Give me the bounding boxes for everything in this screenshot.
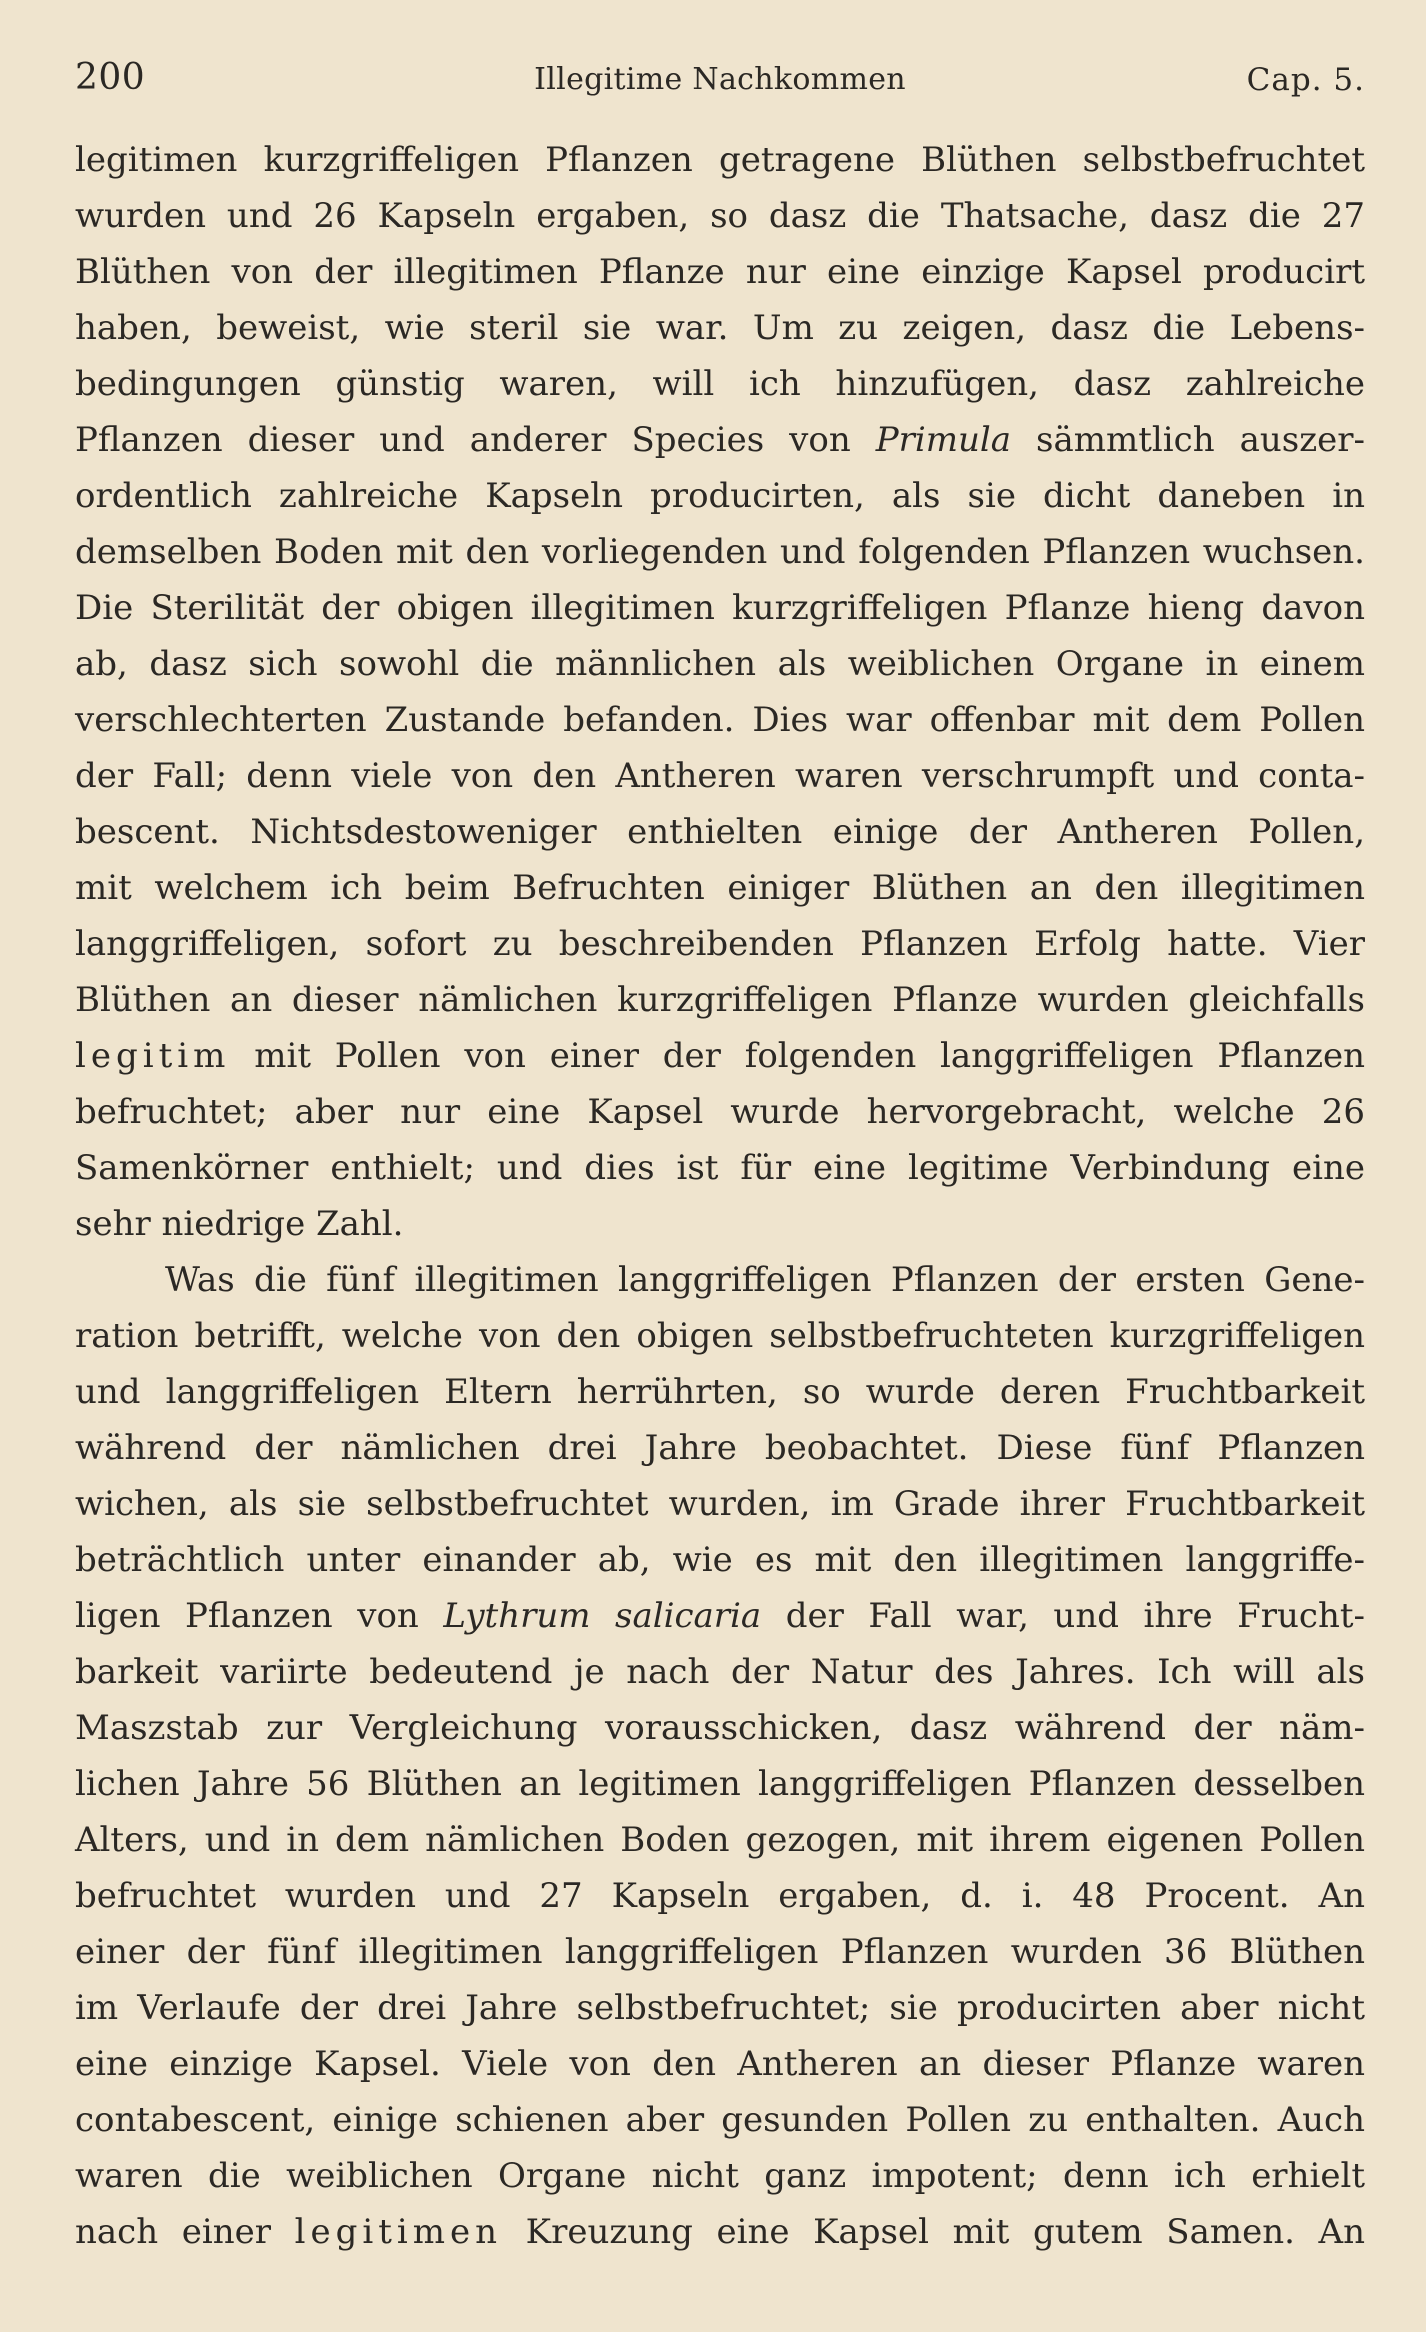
- page-number: 200: [75, 57, 146, 98]
- text-line: Blüthen an dieser nämlichen kurzgriffeligen Pflanze wurden gleichfalls: [75, 980, 1365, 1020]
- text-line: wurden und 26 Kapseln ergaben, so dasz die Thatsache, dasz die 27: [75, 196, 1365, 236]
- text-line: barkeit variirte bedeutend je nach der Natur des Jahres. Ich will als: [75, 1652, 1365, 1692]
- text-line: der Fall; denn viele von den Antheren waren verschrumpft und conta-: [75, 756, 1365, 796]
- body-text: [75, 132, 1365, 2260]
- text-line: Die Sterilität der obigen illegitimen kurzgriffeligen Pflanze hieng davon: [75, 588, 1365, 628]
- emphasized-word: legitimen: [294, 2212, 503, 2252]
- text-line: sehr niedrige Zahl.: [75, 1204, 404, 1244]
- text-line: eine einzige Kapsel. Viele von den Antheren an dieser Pflanze waren: [75, 2044, 1365, 2084]
- text-line: ration betrifft, welche von den obigen selbstbefruchteten kurzgriffeligen: [75, 1316, 1365, 1356]
- emphasized-word: legitim: [75, 1036, 231, 1076]
- text-line: wichen, als sie selbstbefruchtet wurden, im Grade ihrer Fruchtbarkeit: [75, 1484, 1365, 1524]
- text-line: legitim mit Pollen von einer der folgenden langgriffeligen Pflanzen: [75, 1036, 1365, 1076]
- text-line: Maszstab zur Vergleichung vorausschicken, dasz während der näm-: [75, 1708, 1365, 1748]
- text-line: Blüthen von der illegitimen Pflanze nur eine einzige Kapsel producirt: [75, 252, 1365, 292]
- text-line: Was die fünf illegitimen langgriffeligen Pflanzen der ersten Gene-: [165, 1260, 1365, 1300]
- text-line: legitimen kurzgriffeligen Pflanzen getragene Blüthen selbstbefruchtet: [75, 140, 1365, 180]
- text-line: haben, beweist, wie steril sie war. Um zu zeigen, dasz die Lebens-: [75, 308, 1365, 348]
- text-line: befruchtet; aber nur eine Kapsel wurde hervorgebracht, welche 26: [75, 1092, 1365, 1132]
- text-line: bedingungen günstig waren, will ich hinzufügen, dasz zahlreiche: [75, 364, 1365, 404]
- text-line: im Verlaufe der drei Jahre selbstbefruchtet; sie producirten aber nicht: [75, 1988, 1365, 2028]
- italic-species-name: Lythrum salicaria: [443, 1596, 762, 1636]
- text-line: befruchtet wurden und 27 Kapseln ergaben, d. i. 48 Procent. An: [75, 1876, 1365, 1916]
- page-header: [75, 48, 1365, 108]
- text-line: nach einer legitimen Kreuzung eine Kapsel mit gutem Samen. An: [75, 2212, 1365, 2252]
- running-head: Illegitime Nachkommen: [534, 62, 906, 97]
- text-line: ordentlich zahlreiche Kapseln producirten, als sie dicht daneben in: [75, 476, 1365, 516]
- text-line: contabescent, einige schienen aber gesunden Pollen zu enthalten. Auch: [75, 2100, 1365, 2140]
- text-line: verschlechterten Zustande befanden. Dies war offenbar mit dem Pollen: [75, 700, 1365, 740]
- text-line: während der nämlichen drei Jahre beobachtet. Diese fünf Pflanzen: [75, 1428, 1365, 1468]
- text-line: ligen Pflanzen von Lythrum salicaria der Fall war, und ihre Frucht-: [75, 1596, 1366, 1636]
- text-line: beträchtlich unter einander ab, wie es mit den illegitimen langgriffe-: [75, 1540, 1365, 1580]
- text-line: einer der fünf illegitimen langgriffeligen Pflanzen wurden 36 Blüthen: [75, 1932, 1365, 1972]
- text-line: demselben Boden mit den vorliegenden und folgenden Pflanzen wuchsen.: [75, 532, 1365, 572]
- text-line: bescent. Nichtsdestoweniger enthielten einige der Antheren Pollen,: [75, 812, 1365, 852]
- text-line: lichen Jahre 56 Blüthen an legitimen langgriffeligen Pflanzen desselben: [75, 1764, 1365, 1804]
- chapter-label: Cap. 5.: [1246, 62, 1365, 98]
- text-line: Pflanzen dieser und anderer Species von Primula sämmtlich auszer-: [75, 420, 1365, 460]
- text-line: mit welchem ich beim Befruchten einiger Blüthen an den illegitimen: [75, 868, 1365, 908]
- text-line: langgriffeligen, sofort zu beschreibenden Pflanzen Erfolg hatte. Vier: [75, 924, 1365, 964]
- italic-species-name: Primula: [875, 420, 1012, 460]
- text-line: Samenkörner enthielt; und dies ist für eine legitime Verbindung eine: [75, 1148, 1365, 1188]
- text-line: ab, dasz sich sowohl die männlichen als weiblichen Organe in einem: [75, 644, 1365, 684]
- text-line: waren die weiblichen Organe nicht ganz impotent; denn ich erhielt: [75, 2156, 1365, 2196]
- text-line: und langgriffeligen Eltern herrührten, so wurde deren Fruchtbarkeit: [75, 1372, 1365, 1412]
- text-line: Alters, und in dem nämlichen Boden gezogen, mit ihrem eigenen Pollen: [75, 1820, 1365, 1860]
